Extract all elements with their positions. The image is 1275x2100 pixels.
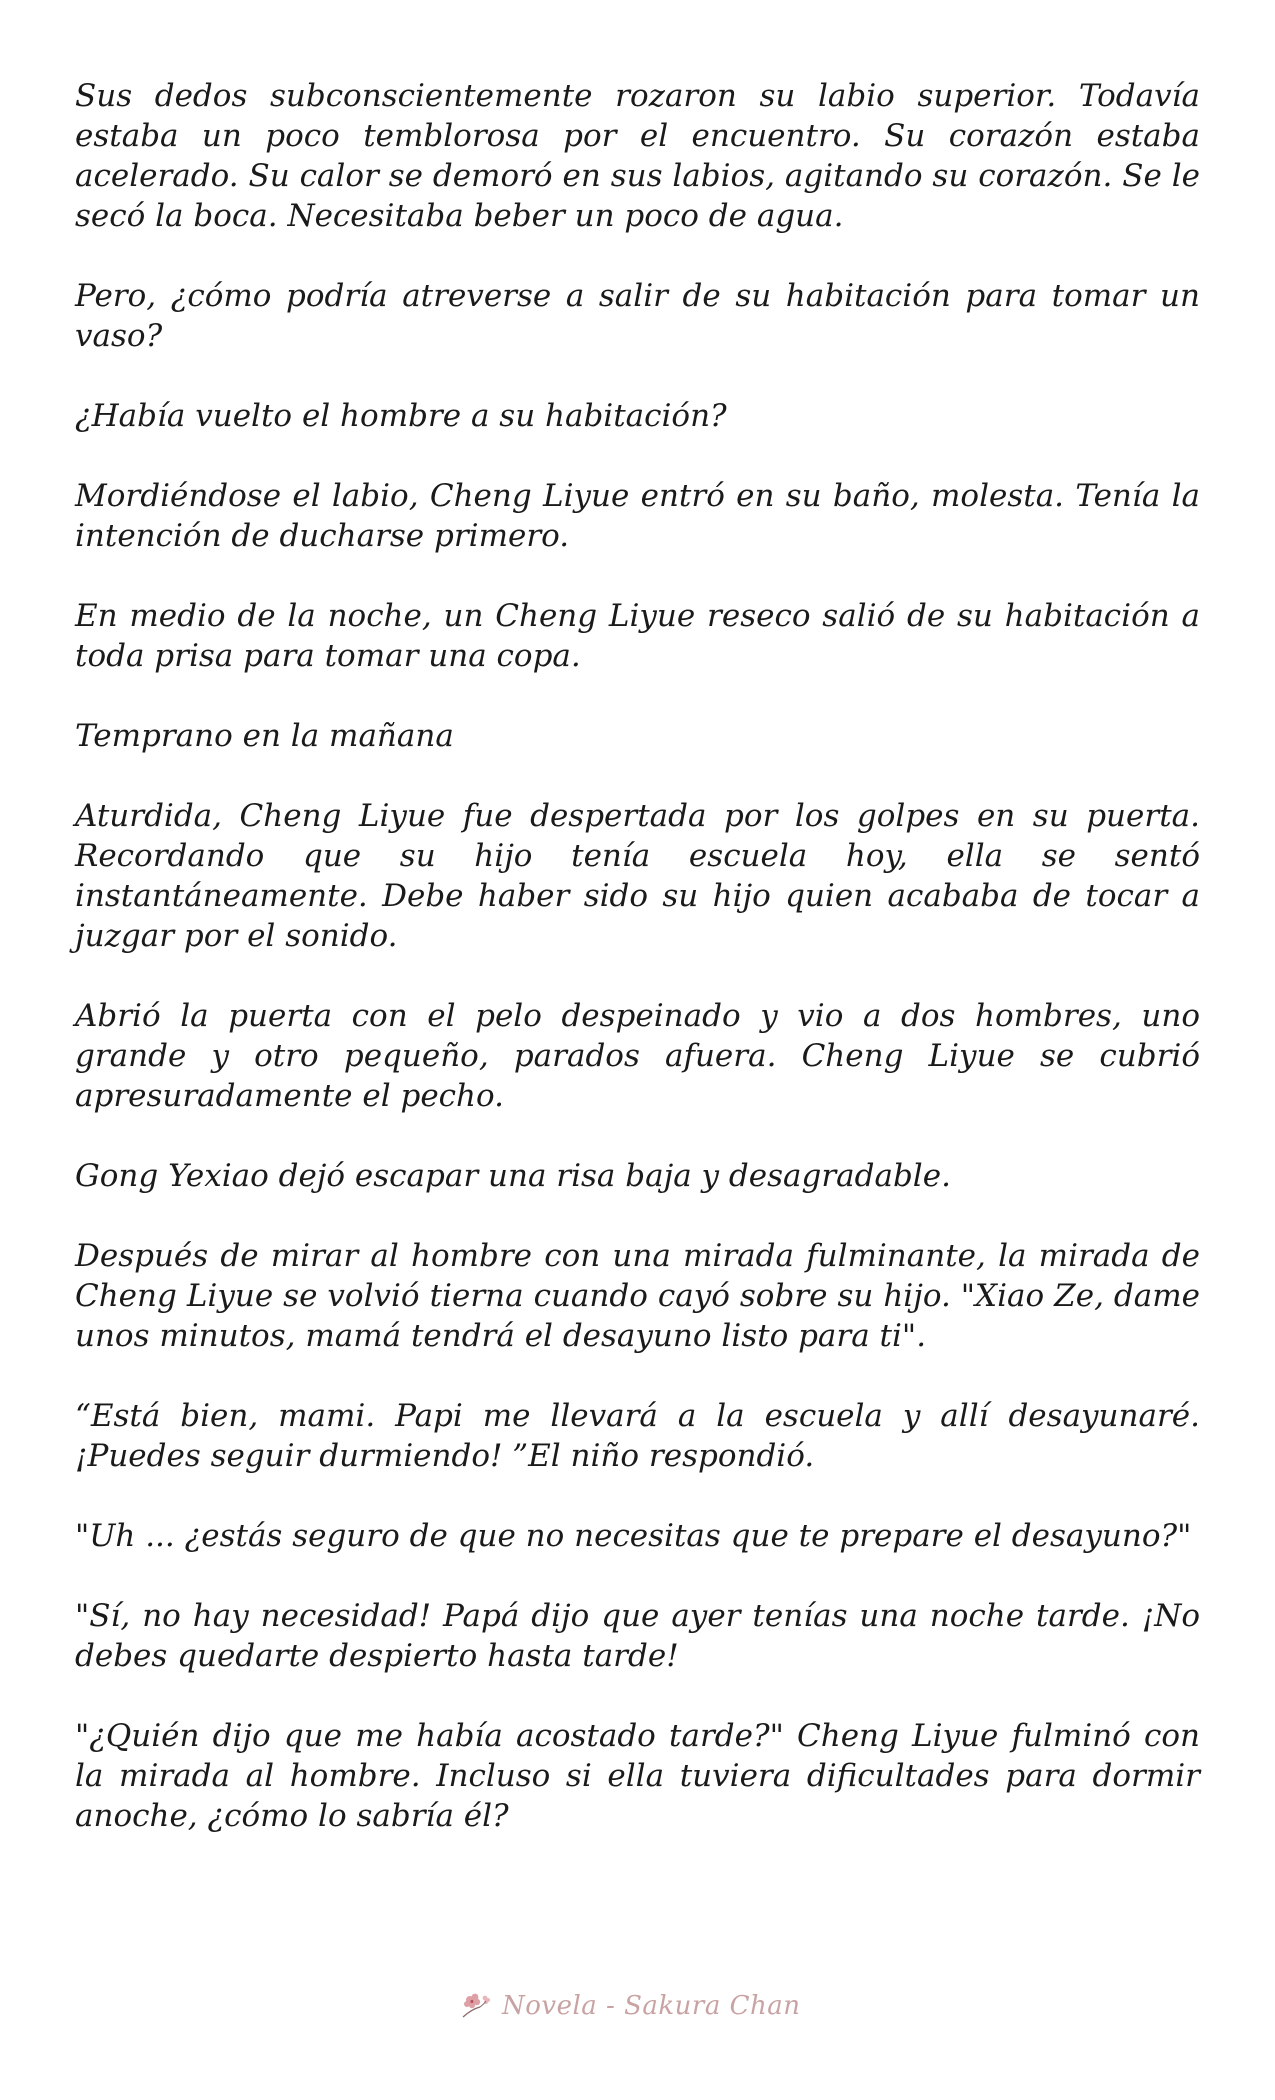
paragraph: En medio de la noche, un Cheng Liyue reseco salió de su habitación a toda prisa para tomar una copa. xyxy=(75,598,1200,674)
paragraph: "Uh ... ¿estás seguro de que no necesitas que te prepare el desayuno?" xyxy=(75,1518,1192,1554)
paragraph: Después de mirar al hombre con una mirada fulminante, la mirada de Cheng Liyue se volvió tierna cuando cayó sobre su hijo. "Xiao Ze, dame unos minutos, mamá tendrá el desayuno listo para ti". xyxy=(75,1238,1200,1354)
paragraph: Gong Yexiao dejó escapar una risa baja y desagradable. xyxy=(75,1158,951,1194)
story-text xyxy=(75,76,1200,1836)
paragraph: ¿Había vuelto el hombre a su habitación? xyxy=(75,398,727,434)
sakura-flower-icon xyxy=(460,1991,494,2021)
paragraph: Sus dedos subconscientemente rozaron su labio superior. Todavía estaba un poco temblorosa por el encuentro. Su corazón estaba acelerado. Su calor se demoró en sus labios, agitando su corazón. Se le secó la boca. Necesitaba beber un poco de agua. xyxy=(75,78,1200,234)
paragraph: Mordiéndose el labio, Cheng Liyue entró en su baño, molesta. Tenía la intención de ducharse primero. xyxy=(75,478,1200,554)
paragraph: "¿Quién dijo que me había acostado tarde?" Cheng Liyue fulminó con la mirada al hombre. Incluso si ella tuviera dificultades para dormir anoche, ¿cómo lo sabría él? xyxy=(75,1718,1200,1834)
paragraph: Abrió la puerta con el pelo despeinado y vio a dos hombres, uno grande y otro pequeño, parados afuera. Cheng Liyue se cubrió apresuradamente el pecho. xyxy=(75,998,1200,1114)
paragraph: "Sí, no hay necesidad! Papá dijo que ayer tenías una noche tarde. ¡No debes quedarte despierto hasta tarde! xyxy=(75,1598,1200,1674)
paragraph: Temprano en la mañana xyxy=(75,718,454,754)
paragraph: Pero, ¿cómo podría atreverse a salir de su habitación para tomar un vaso? xyxy=(75,278,1200,354)
watermark xyxy=(460,1986,820,2026)
paragraph: “Está bien, mami. Papi me llevará a la escuela y allí desayunaré. ¡Puedes seguir durmiendo! ”El niño respondió. xyxy=(75,1398,1200,1474)
paragraph: Aturdida, Cheng Liyue fue despertada por los golpes en su puerta. Recordando que su hijo tenía escuela hoy, ella se sentó instantáneamente. Debe haber sido su hijo quien acababa de tocar a juzgar por el sonido. xyxy=(75,798,1200,954)
watermark-text: Novela - Sakura Chan xyxy=(502,1991,801,2021)
